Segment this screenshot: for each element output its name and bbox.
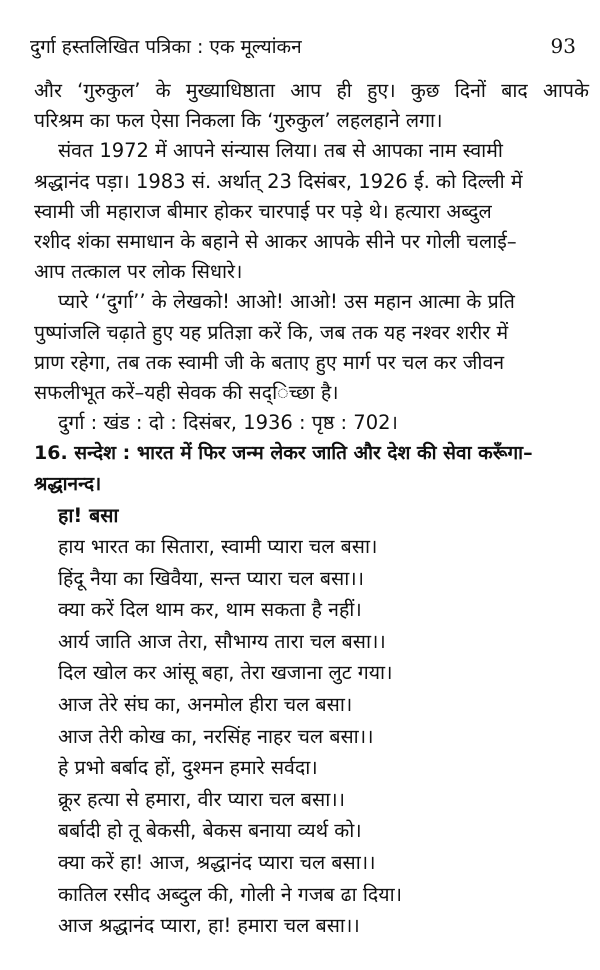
text-line: पुष्पांजलि चढ़ाते हुए यह प्रतिज्ञा करें कि, जब तक यह नश्वर शरीर में <box>34 320 509 344</box>
poem-line: हिंदू नैया का खिवैया, सन्त प्यारा चल बसा।। <box>58 566 365 590</box>
text-line: संवत 1972 में आपने संन्यास लिया। तब से आपका नाम स्वामी <box>58 139 503 163</box>
text-line: दुर्गा : खंड : दो : दिसंबर, 1936 : पृष्ठ : 702। <box>58 411 398 435</box>
running-title: दुर्गा हस्तलिखित पत्रिका : एक मूल्यांकन <box>30 36 302 58</box>
poem-title: हा! बसा <box>58 503 119 527</box>
poem-line: क्या करें दिल थाम कर, थाम सकता है नहीं। <box>58 598 362 622</box>
text-line: प्राण रहेगा, तब तक स्वामी जी के बताए हुए मार्ग पर चल कर जीवन <box>34 350 505 374</box>
citation <box>34 408 589 438</box>
paragraph <box>34 287 589 408</box>
poem-line: क्रूर हत्या से हमारा, वीर प्यारा चल बसा।। <box>58 787 346 811</box>
text-line: और ‘गुरुकुल’ के मुख्याधिष्ठाता आप ही हुए। कुछ दिनों बाद आपके <box>34 79 589 102</box>
text-line: सफलीभूत करें–यही सेवक की सद्‌िच्छा है। <box>34 381 339 405</box>
poem-line: हाय भारत का सितारा, स्वामी प्यारा चल बसा। <box>58 535 378 559</box>
poem-line: आज तेरे संघ का, अनमोल हीरा चल बसा। <box>58 693 353 717</box>
poem-line: आर्य जाति आज तेरा, सौभाग्य तारा चल बसा।। <box>58 629 386 653</box>
page-header <box>30 26 576 66</box>
poem-line: दिल खोल कर आंसू बहा, तेरा खजाना लुट गया। <box>58 661 393 685</box>
poem <box>34 531 589 942</box>
poem-line: बर्बादी हो तू बेकसी, बेकस बनाया व्यर्थ को। <box>58 819 362 843</box>
section-heading <box>34 438 589 498</box>
poem-line: आज श्रद्धानंद प्यारा, हा! हमारा चल बसा।। <box>58 914 360 938</box>
paragraph <box>34 136 589 287</box>
text-line: स्वामी जी महाराज बीमार होकर चारपाई पर पड़े थे। हत्यारा अब्दुल <box>34 199 492 223</box>
text-line: आप तत्काल पर लोक सिधारे। <box>34 260 243 284</box>
poem-line: क्या करें हा! आज, श्रद्धानंद प्यारा चल बसा।। <box>58 850 376 874</box>
body-text <box>34 76 589 942</box>
section-heading-line: 16. सन्देश : भारत में फिर जन्म लेकर जाति और देश की सेवा करूँगा– <box>34 442 533 465</box>
poem-line: आज तेरी कोख का, नरसिंह नाहर चल बसा।। <box>58 724 374 748</box>
section-heading-line: श्रद्धानन्द। <box>34 472 102 495</box>
text-line: रशीद शंका समाधान के बहाने से आकर आपके सीने पर गोली चलाई– <box>34 230 517 254</box>
poem-line: हे प्रभो बर्बाद हों, दुश्मन हमारे सर्वदा। <box>58 756 318 780</box>
text-line: परिश्रम का फल ऐसा निकला कि ‘गुरुकुल’ लहलहाने लगा। <box>34 109 443 133</box>
page-number: 93 <box>550 34 576 58</box>
paragraph <box>34 76 589 136</box>
poem-line: कातिल रसीद अब्दुल की, गोली ने गजब ढा दिया। <box>58 882 403 906</box>
text-line: श्रद्धानंद पड़ा। 1983 सं. अर्थात् 23 दिसंबर, 1926 ई. को दिल्ली में <box>34 169 523 193</box>
text-line: प्यारे ‘‘दुर्गा’’ के लेखको! आओ! आओ! उस महान आत्मा के प्रति <box>58 290 515 314</box>
